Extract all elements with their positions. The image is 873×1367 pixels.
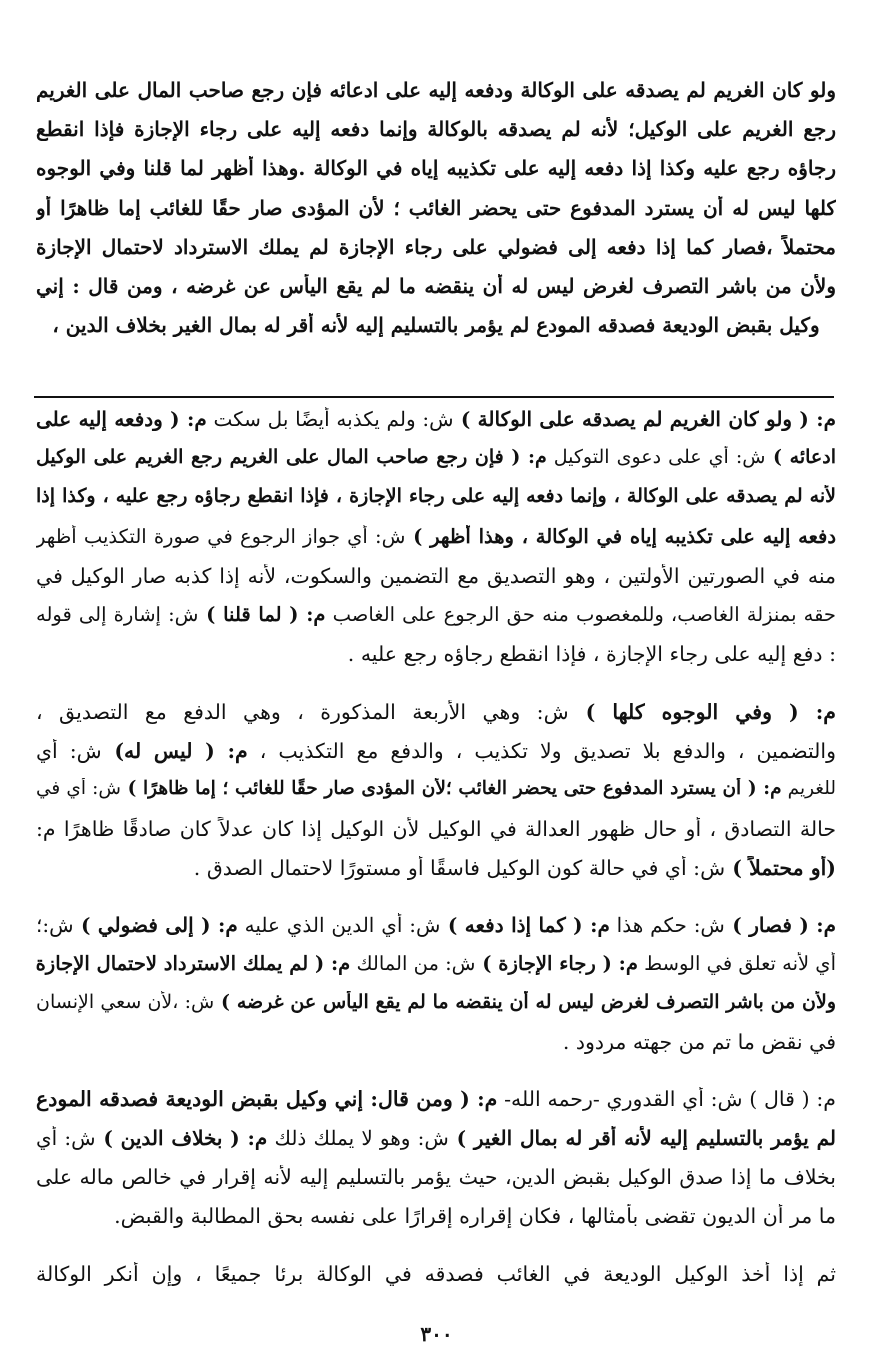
sharh-line: [36, 913, 836, 937]
sharh-text: ش: ،لأن سعي الإنسان: [36, 991, 215, 1013]
sharh-text: حالة التصادق ، أو حال ظهور العدالة في الوكيل لأن الوكيل إذا كان عدلاً كان صادقًا ظاهرًا: [55, 817, 836, 841]
sharh-line: [36, 739, 836, 764]
separator-line: [34, 396, 834, 398]
matn-quote: م: ( فصار ): [724, 913, 836, 937]
matn-quote: م: ( ومن قال: إني وكيل بقبض الوديعة فصدقه المودع: [36, 1087, 498, 1111]
matn-quote: م: ( ودفعه إليه على: [36, 407, 207, 431]
sharh-line: [36, 407, 836, 431]
sharh-line: لأنه لم يصدقه على الوكالة ، وإنما دفعه إليه على رجاء الإجازة ، فإذا انقطع رجاؤه رجع عليه ، وكذا إذا: [36, 485, 836, 507]
sharh-line: منه في الصورتين الأولتين ، وهو التصديق مع التضمين والسكوت، لأنه إذا كذبه صار الوكيل في: [36, 564, 836, 588]
sharh-text: للغريم: [781, 778, 836, 799]
sharh-text: ش:؛: [36, 913, 74, 937]
sharh-text: ش: أي جواز الرجوع في صورة التكذيب أظهر: [36, 525, 406, 548]
sharh-text: أي لأنه تعلق في الوسط: [637, 952, 836, 975]
sharh-line: [36, 856, 836, 881]
matn-quote: م: ( إلى فضولي ): [73, 913, 238, 937]
sharh-line: [36, 603, 836, 626]
matn-quote: م: ( لم يملك الاسترداد لاحتمال الإجازة: [36, 952, 351, 975]
sharh-line: [36, 778, 836, 800]
sharh-line: [36, 525, 836, 548]
matn-quote: (أو محتملاً ): [725, 856, 836, 880]
matn-quote: م: ( ليس له): [101, 739, 248, 763]
matn-quote: م: ( لما قلنا ): [198, 603, 326, 626]
matn-quote: ادعائه ): [765, 446, 836, 468]
sharh-text: ش: وهو لا يملك ذلك: [267, 1126, 449, 1150]
matn-line: رجاؤه رجع عليه وكذا إذا دفعه إليه على تكذيبه إياه في الوكالة .وهذا أظهر لما قلنا وفي الوجوه: [36, 156, 836, 180]
sharh-line: [36, 446, 836, 469]
sharh-line: ثم إذا أخذ الوكيل الوديعة في الغائب فصدقه في الوكالة برئا جميعًا ، وإن أنكر الوكالة: [36, 1262, 836, 1286]
sharh-line: : دفع إليه على رجاء الإجازة ، فإذا انقطع رجاؤه رجع عليه .: [347, 642, 836, 666]
matn-quote: م: ( أن يسترد المدفوع حتى يحضر الغائب ؛لأن المؤدى صار حقًا للغائب ؛ إما ظاهرًا ): [120, 778, 782, 799]
matn-line: ولو كان الغريم لم يصدقه على الوكالة ودفعه إليه على ادعائه فإن رجع صاحب المال على الغريم: [36, 78, 836, 102]
sharh-text: ش: أي على دعوى التوكيل: [546, 446, 766, 468]
sharh-text: والتضمين ، والدفع بلا تصديق ولا تكذيب ، والدفع مع التكذيب ،: [247, 739, 836, 763]
sharh-text: حقه بمنزلة الغاصب، وللمغصوب منه حق الرجوع على الغاصب: [325, 603, 836, 626]
sharh-line: [36, 817, 836, 842]
matn-quote: ولأن من باشر التصرف لغرض ليس له أن ينقضه ما لم يقع اليأس عن غرضه ): [214, 991, 836, 1013]
sharh-line: ما مر أن الديون تقضى بأمثالها ، فكان إقراره إقرارًا على نفسه بحق المطالبة والقبض.: [114, 1204, 836, 1228]
sharh-text: م: ( قال ): [742, 1087, 836, 1111]
matn-quote: م: ( رجاء الإجازة ): [475, 952, 638, 975]
sharh-text: ش: أي: [36, 739, 102, 763]
sharh-line: بخلاف ما إذا صدق الوكيل بقبض الدين، حيث يؤمر بالتسليم إليه لأنه إقرار في خالص ماله على: [36, 1165, 836, 1189]
matn-quote: م: ( كما إذا دفعه ): [440, 913, 610, 937]
matn-quote: م: ( فإن رجع صاحب المال على الغريم رجع الغريم على الوكيل: [36, 446, 547, 468]
sharh-text: ش: أي في: [36, 778, 121, 799]
sharh-line: [36, 1087, 836, 1112]
matn-quote: دفعه إليه على تكذيبه إياه في الوكالة ، وهذا أظهر ): [405, 525, 836, 548]
sharh-text: ش: وهي الأربعة المذكورة ، وهي الدفع مع التصديق ،: [36, 700, 569, 724]
page-number: ٣٠٠: [420, 1322, 453, 1346]
matn-line: كلها ليس له أن يسترد المدفوع حتى يحضر الغائب ؛ لأن المؤدى صار حقًا للغائب إما ظاهرًا أو: [36, 196, 836, 220]
sharh-text: م:: [36, 817, 56, 841]
sharh-text: ش: أي: [36, 1126, 96, 1150]
matn-quote: م: ( بخلاف الدين ): [95, 1126, 268, 1150]
sharh-text: ش: ولم يكذبه أيضًا بل سكت: [206, 407, 454, 431]
sharh-text: ش: من المالك: [350, 952, 476, 975]
matn-quote: لم يؤمر بالتسليم إليه لأنه أقر له بمال الغير ): [448, 1126, 836, 1150]
sharh-text: ش: أي القدوري -رحمه الله-: [497, 1087, 743, 1111]
sharh-line: [36, 991, 836, 1014]
sharh-text: ش: أي في حالة كون الوكيل فاسقًا أو مستورًا لاحتمال الصدق .: [193, 856, 726, 880]
matn-line: ولأن من باشر التصرف لغرض ليس له أن ينقضه ما لم يقع اليأس عن غرضه ، ومن قال : إني: [36, 274, 836, 298]
sharh-line: [36, 1126, 836, 1150]
sharh-text: ش: أي الدين الذي عليه: [237, 913, 441, 937]
matn-line: رجع الغريم على الوكيل؛ لأنه لم يصدقه بالوكالة وإنما دفعه إليه على رجاء الإجازة فإذا انقطع: [36, 117, 836, 141]
sharh-text: ش: إشارة إلى قوله: [36, 603, 199, 626]
sharh-line: [36, 952, 836, 975]
matn-line: وكيل بقبض الوديعة فصدقه المودع لم يؤمر بالتسليم إليه لأنه أقر له بمال الغير بخلاف الدين ،: [52, 313, 820, 337]
sharh-line: في نقض ما تم من جهته مردود .: [562, 1030, 836, 1054]
matn-quote: م: ( ولو كان الغريم لم يصدقه على الوكالة ): [453, 407, 836, 431]
matn-quote: م: ( وفي الوجوه كلها ): [568, 700, 836, 724]
sharh-text: ش: حكم هذا: [609, 913, 725, 937]
sharh-line: [36, 700, 836, 725]
matn-line: محتملاً ،فصار كما إذا دفعه إلى فضولي على رجاء الإجازة لم يملك الاسترداد لاحتمال الإجازة: [36, 235, 836, 259]
